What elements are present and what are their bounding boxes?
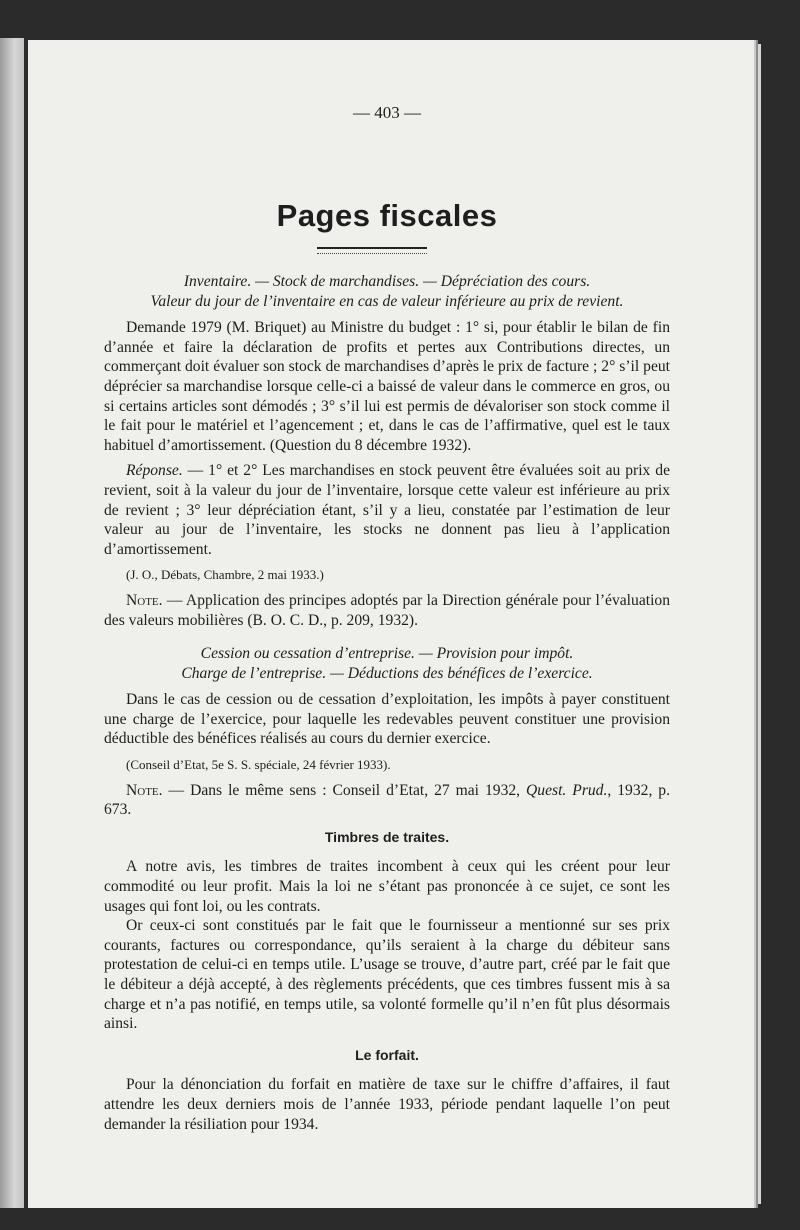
- page-edge-shadow: [756, 44, 761, 1204]
- timbres-paragraph-1: A notre avis, les timbres de traites incombent à ceux qui les créent pour leur commodité ou leur profit. Mais la loi ne s’étant pas prononcée à ce sujet, ce sont les usages qui font loi, ou les contrats.: [104, 858, 670, 915]
- document-page: [28, 40, 754, 1208]
- note-text-end: , 1932, p. 673.: [104, 781, 671, 819]
- cession-paragraph: Dans le cas de cession ou de cessation d’exploitation, les impôts à payer constituent une charge de l’exercice, pour laquelle les redevables peuvent constituer une provision déductible des bénéfices réalisés au cours du dernier exercice.: [104, 691, 670, 748]
- page-number: — 403 —: [353, 103, 421, 122]
- note-text: — Dans le même sens : Conseil d’Etat, 27 mai 1932,: [162, 781, 527, 799]
- forfait-paragraph: Pour la dénonciation du forfait en matière de taxe sur le chiffre d’affaires, il faut attendre les deux derniers mois de l’année 1933, période pendant laquelle l’on peut demander la résiliation pour 1934.: [104, 1076, 670, 1133]
- source-citation: (J. O., Débats, Chambre, 2 mai 1933.): [126, 567, 324, 583]
- note-paragraph: [104, 781, 670, 820]
- section-heading-cession: [104, 644, 670, 683]
- answer-label: Réponse.: [126, 462, 183, 480]
- heading-line: Inventaire. — Stock de marchandises. — Dépréciation des cours.: [183, 273, 591, 290]
- note-label: Note.: [126, 591, 163, 609]
- source-citation: (Conseil d’Etat, 5e S. S. spéciale, 24 février 1933).: [126, 757, 391, 773]
- note-text: — Application des principes adoptés par la Direction générale pour l’évaluation des valeurs mobilières (B. O. C. D., p. 209, 1932).: [104, 591, 670, 629]
- note-reference: Quest. Prud.: [526, 781, 608, 799]
- timbres-paragraph-2: Or ceux-ci sont constitués par le fait que le fournisseur a mentionné sur ses prix courants, factures ou correspondance, qu’ils seraient à la charge du débiteur sans protestation de celui-ci en temps utile. L’usage se trouve, d’autre part, créé par le fait que le débiteur a déjà accepté, à des règlements précédents, que ces timbres fussent mis à sa charge et n’a pas notifié, en temps utile, sa volonté formelle qu’il n’en fût plus désormais ainsi.: [104, 917, 670, 1033]
- answer-paragraph: [104, 461, 670, 559]
- answer-text: — 1° et 2° Les marchandises en stock peuvent être évaluées soit au prix de revient, soit à la valeur du jour de l’inventaire, lorsque cette valeur est inférieure au prix de revient ; 3° leur dépréciation étant, s’il y a lieu, constatée par l’estimation de leur valeur au jour de l’inventaire, les stocks ne donnent pas lieu à l’application d’amortissement.: [104, 462, 670, 558]
- heading-line: Charge de l’entreprise. — Déductions des bénéfices de l’exercice.: [181, 664, 593, 682]
- section-heading-inventaire: [104, 272, 670, 311]
- adjacent-page-edge: [0, 38, 24, 1208]
- note-label: Note.: [126, 781, 163, 799]
- note-paragraph: [104, 591, 670, 630]
- heading-line: Valeur du jour de l’inventaire en cas de valeur inférieure au prix de revient.: [150, 292, 624, 310]
- question-paragraph: Demande 1979 (M. Briquet) au Ministre du budget : 1° si, pour établir le bilan de fin d’année et faire la déclaration de profits et pertes aux Contributions directes, un commerçant doit évaluer son stock de marchandises d’après le prix de facture ; 2° s’il peut déprécier sa marchandise lorsque celle-ci a baissé de valeur dans le commerce en gros, ou si certains articles sont démodés ; 3° s’il lui est permis de dévaloriser son stock comme il le fait pour le matériel et l’agencement ; et, dans le cas de l’affirmative, quel est le taux habituel d’amortissement. (Question du 8 décembre 1932).: [104, 319, 670, 454]
- page-title: Pages fiscales: [276, 198, 498, 233]
- title-rule: [317, 247, 427, 254]
- section-heading-forfait: Le forfait.: [355, 1046, 419, 1063]
- article-body: [104, 272, 670, 1134]
- heading-line: Cession ou cessation d’entreprise. — Provision pour impôt.: [200, 645, 574, 663]
- section-heading-timbres: Timbres de traites.: [324, 828, 450, 845]
